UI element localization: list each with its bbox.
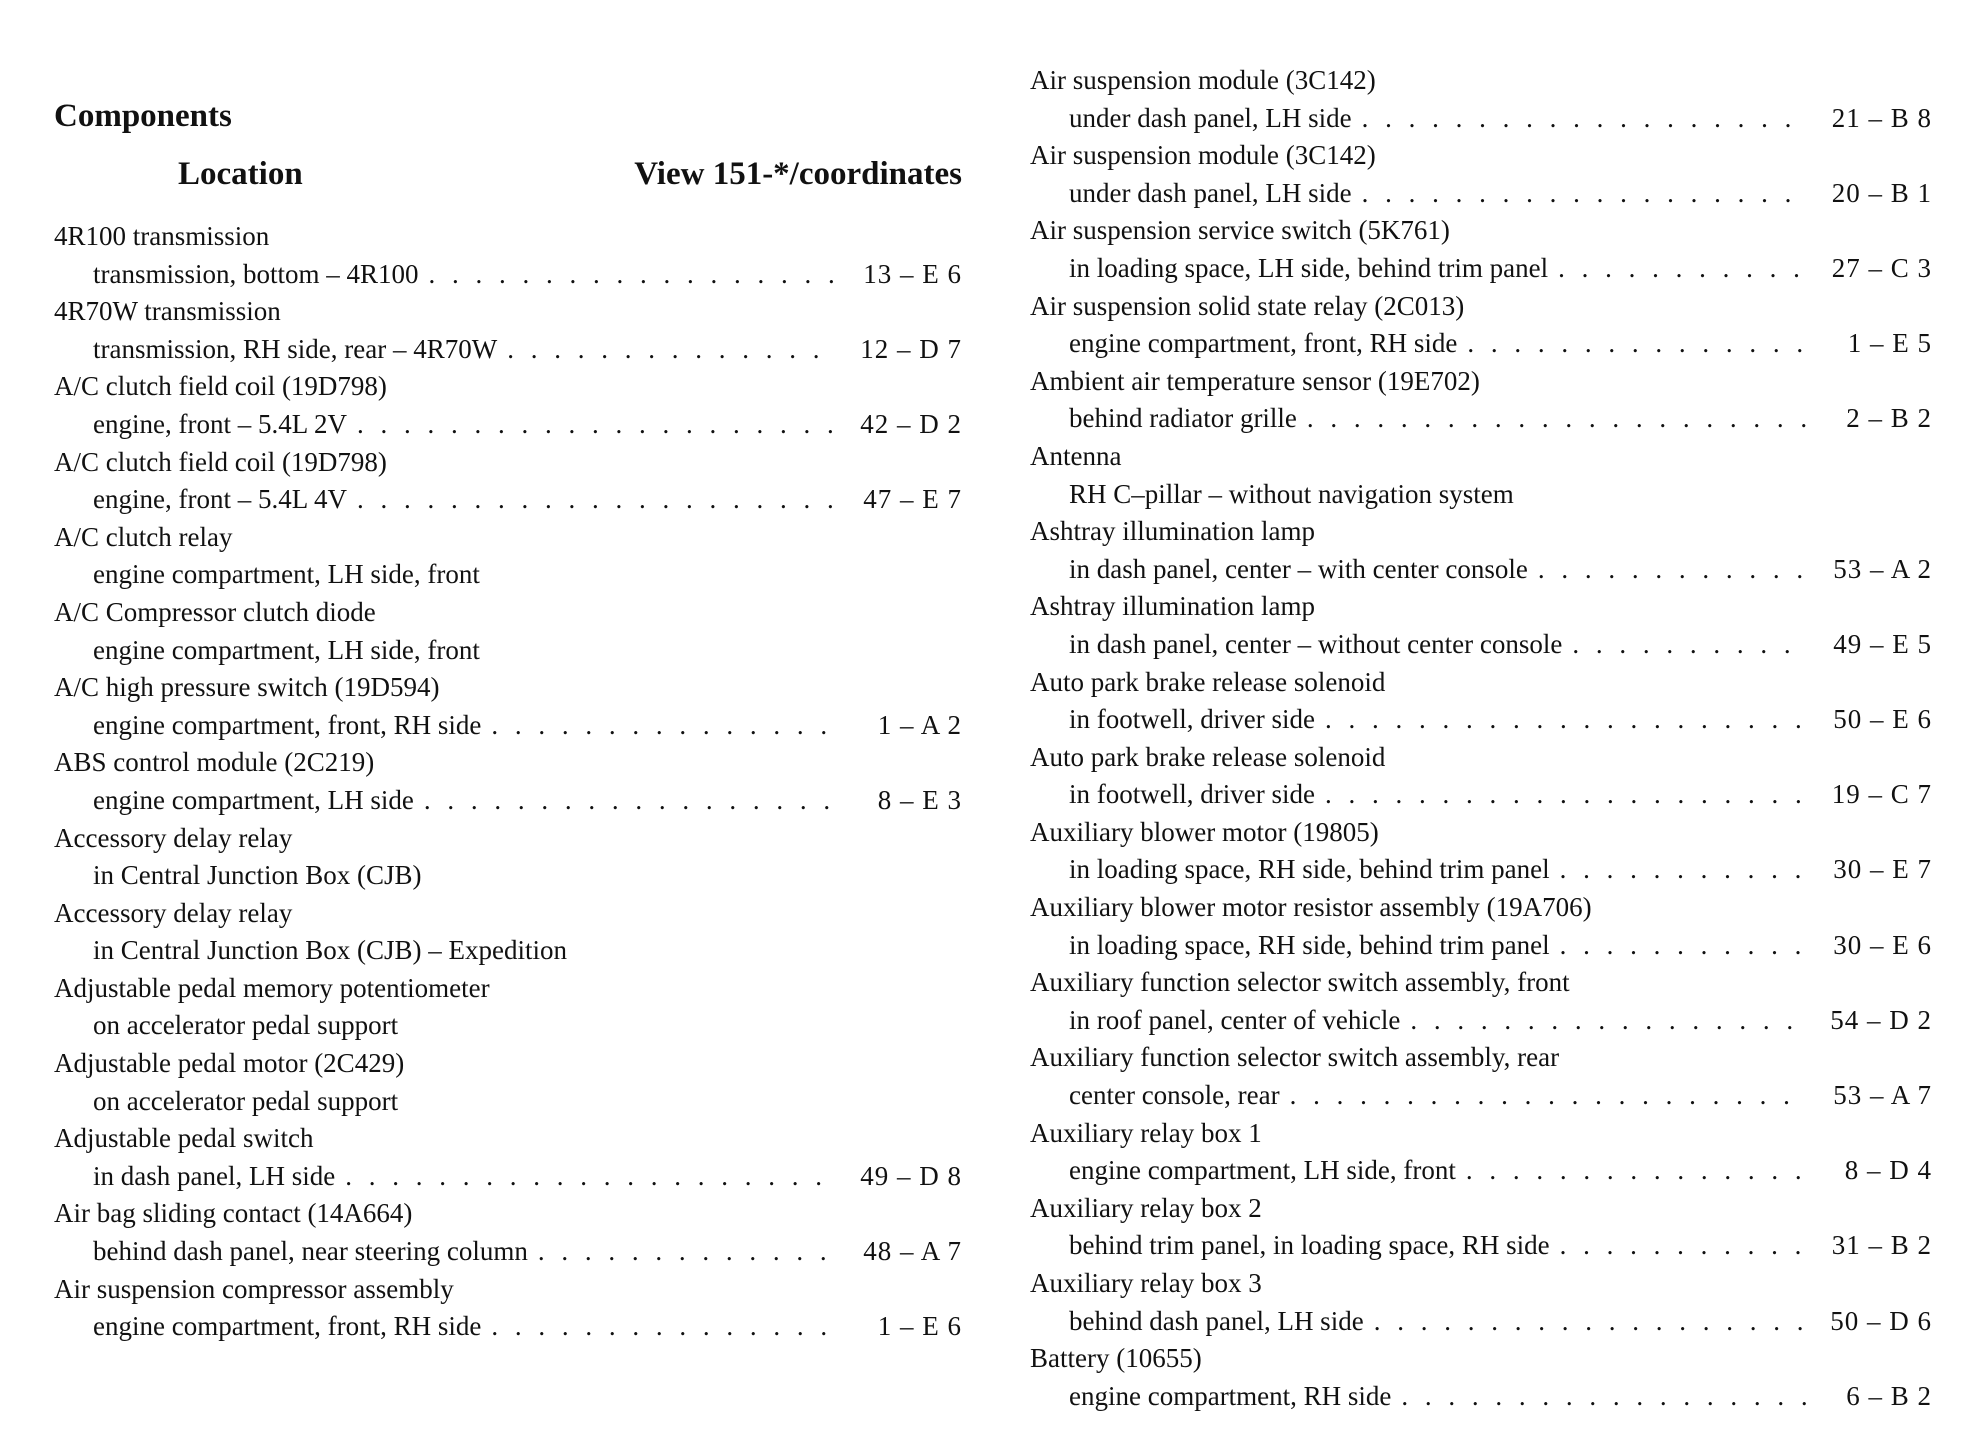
location-column-header: Location — [178, 156, 303, 192]
component-location: in dash panel, center – with center console — [1069, 553, 1528, 584]
component-name: Air suspension module (3C142) — [1030, 140, 1376, 171]
component-location: in loading space, RH side, behind trim panel — [1069, 929, 1550, 960]
component-location: on accelerator pedal support — [93, 1085, 399, 1116]
view-coordinate-ref: 12 – D 7 — [860, 333, 962, 364]
view-coordinate-ref: 30 – E 7 — [1833, 854, 1932, 885]
right-component-list — [1030, 62, 1932, 1415]
component-location-row — [1030, 776, 1932, 814]
component-location-row — [1030, 325, 1932, 363]
component-location-row — [1030, 100, 1932, 138]
component-location: in roof panel, center of vehicle — [1069, 1004, 1401, 1035]
component-location-row — [54, 256, 962, 294]
component-location-row — [54, 632, 962, 670]
component-location-row — [1030, 400, 1932, 438]
component-name: A/C Compressor clutch diode — [54, 596, 376, 627]
dot-leader — [1466, 1152, 1808, 1190]
component-location-row — [1030, 626, 1932, 664]
component-name: Adjustable pedal switch — [54, 1123, 314, 1154]
component-name: Auxiliary function selector switch assembly, front — [1030, 967, 1570, 998]
component-name: Auxiliary blower motor resistor assembly (19A706) — [1030, 892, 1592, 923]
component-location-row — [54, 1233, 962, 1271]
component-location: in dash panel, center – without center console — [1069, 628, 1563, 659]
component-name: Accessory delay relay — [54, 897, 293, 928]
component-location: engine compartment, front, RH side — [93, 709, 482, 740]
dot-leader — [538, 1233, 838, 1271]
component-location-row — [1030, 1378, 1932, 1416]
view-coordinate-ref: 13 – E 6 — [863, 258, 962, 289]
component-location-row — [54, 1308, 962, 1346]
component-name: 4R70W transmission — [54, 296, 281, 327]
component-location: in dash panel, LH side — [93, 1160, 336, 1191]
dot-leader — [1410, 1002, 1808, 1040]
column-headers — [54, 158, 962, 198]
dot-leader — [1362, 100, 1808, 138]
component-name: Ashtray illumination lamp — [1030, 591, 1315, 622]
component-name: Accessory delay relay — [54, 822, 293, 853]
component-location: in loading space, LH side, behind trim panel — [1069, 252, 1549, 283]
view-coordinate-ref: 30 – E 6 — [1833, 929, 1932, 960]
component-location: engine, front – 5.4L 4V — [93, 484, 347, 515]
component-name: Auxiliary relay box 2 — [1030, 1192, 1262, 1223]
dot-leader — [1560, 851, 1808, 889]
component-location-row — [54, 556, 962, 594]
dot-leader — [1467, 325, 1808, 363]
dot-leader — [1307, 400, 1808, 438]
component-location-row — [54, 1158, 962, 1196]
component-name: A/C clutch field coil (19D798) — [54, 446, 387, 477]
component-location: on accelerator pedal support — [93, 1010, 399, 1041]
dot-leader — [1558, 250, 1808, 288]
component-location-row — [54, 331, 962, 369]
component-location-row — [54, 782, 962, 820]
component-location: engine compartment, LH side, front — [93, 559, 480, 590]
component-location-row — [1030, 851, 1932, 889]
component-name: Auto park brake release solenoid — [1030, 666, 1386, 697]
dot-leader — [357, 406, 838, 444]
component-name: Air suspension module (3C142) — [1030, 65, 1376, 95]
component-name: Air suspension compressor assembly — [54, 1273, 454, 1304]
component-name: Adjustable pedal memory potentiometer — [54, 972, 490, 1003]
component-location: engine compartment, LH side, front — [93, 634, 480, 665]
component-location-row — [1030, 927, 1932, 965]
component-location-row — [1030, 1077, 1932, 1115]
component-location-row — [54, 707, 962, 745]
component-location: engine, front – 5.4L 2V — [93, 408, 347, 439]
component-location-row — [1030, 250, 1932, 288]
view-coordinate-ref: 1 – E 6 — [877, 1311, 962, 1342]
component-location-row — [54, 481, 962, 519]
dot-leader — [1560, 927, 1808, 965]
dot-leader — [345, 1158, 838, 1196]
view-coordinate-ref: 48 – A 7 — [863, 1236, 962, 1267]
component-location: in loading space, RH side, behind trim panel — [1069, 854, 1550, 885]
component-name: Auxiliary relay box 1 — [1030, 1117, 1262, 1148]
component-location-row — [1030, 476, 1932, 514]
view-coordinate-ref: 1 – A 2 — [877, 709, 962, 740]
component-location-row — [1030, 1227, 1932, 1265]
view-coordinate-ref: 20 – B 1 — [1831, 177, 1932, 208]
component-name: Auto park brake release solenoid — [1030, 741, 1386, 772]
component-location: under dash panel, LH side — [1069, 102, 1352, 133]
dot-leader — [1325, 776, 1808, 814]
component-location: behind radiator grille — [1069, 403, 1297, 434]
component-location: transmission, RH side, rear – 4R70W — [93, 333, 498, 364]
component-name: Auxiliary function selector switch assembly, rear — [1030, 1042, 1560, 1073]
view-coordinate-ref: 21 – B 8 — [1831, 102, 1932, 133]
component-name: A/C clutch relay — [54, 521, 233, 552]
component-location-row — [54, 1083, 962, 1121]
component-location: behind dash panel, near steering column — [93, 1236, 528, 1267]
dot-leader — [491, 1308, 838, 1346]
component-location: in footwell, driver side — [1069, 704, 1315, 735]
component-location-row — [1030, 175, 1932, 213]
component-name: ABS control module (2C219) — [54, 747, 375, 778]
component-location-row — [54, 857, 962, 895]
view-coordinate-ref: 1 – E 5 — [1847, 328, 1932, 359]
component-name: Air suspension solid state relay (2C013) — [1030, 290, 1465, 321]
component-location-row — [54, 932, 962, 970]
view-coordinate-ref: 8 – E 3 — [877, 784, 962, 815]
dot-leader — [1401, 1378, 1808, 1416]
dot-leader — [424, 782, 838, 820]
view-coordinate-ref: 6 – B 2 — [1846, 1380, 1932, 1411]
view-coordinate-ref: 8 – D 4 — [1844, 1155, 1932, 1186]
view-coordinate-ref: 50 – E 6 — [1833, 704, 1932, 735]
component-name: 4R100 transmission — [54, 221, 270, 251]
view-coordinate-ref: 42 – D 2 — [860, 408, 962, 439]
dot-leader — [1538, 551, 1808, 589]
component-name: Auxiliary relay box 3 — [1030, 1268, 1262, 1298]
component-location-row — [54, 406, 962, 444]
view-coordinate-ref: 47 – E 7 — [863, 484, 962, 515]
component-location: in Central Junction Box (CJB) — [93, 860, 422, 891]
component-name: A/C high pressure switch (19D594) — [54, 672, 440, 703]
component-location: center console, rear — [1069, 1080, 1280, 1111]
component-location: in Central Junction Box (CJB) – Expedition — [93, 935, 567, 966]
dot-leader — [1325, 701, 1808, 739]
dot-leader — [1362, 175, 1808, 213]
dot-leader — [1560, 1227, 1808, 1265]
component-location-row — [1030, 1152, 1932, 1190]
component-location-row — [1030, 701, 1932, 739]
view-coordinate-ref: 19 – C 7 — [1831, 779, 1932, 810]
dot-leader — [1374, 1303, 1808, 1341]
component-location: engine compartment, front, RH side — [93, 1311, 482, 1342]
component-location: engine compartment, LH side, front — [1069, 1155, 1456, 1186]
component-location-row — [1030, 1002, 1932, 1040]
component-name: Auxiliary blower motor (19805) — [1030, 816, 1379, 847]
component-location: transmission, bottom – 4R100 — [93, 258, 419, 289]
component-location: in footwell, driver side — [1069, 779, 1315, 810]
component-location: engine compartment, front, RH side — [1069, 328, 1458, 359]
view-coordinate-ref: 50 – D 6 — [1830, 1305, 1932, 1336]
view-coordinate-ref: 53 – A 2 — [1833, 553, 1932, 584]
component-location: behind trim panel, in loading space, RH side — [1069, 1230, 1550, 1261]
dot-leader — [429, 256, 838, 294]
dot-leader — [491, 707, 838, 745]
section-title: Components — [54, 98, 232, 134]
view-coordinate-ref: 31 – B 2 — [1831, 1230, 1932, 1261]
component-name: A/C clutch field coil (19D798) — [54, 371, 387, 402]
component-name: Adjustable pedal motor (2C429) — [54, 1048, 405, 1079]
dot-leader — [507, 331, 838, 369]
view-coordinate-ref: 49 – E 5 — [1833, 628, 1932, 659]
component-location: under dash panel, LH side — [1069, 177, 1352, 208]
view-coordinate-ref: 27 – C 3 — [1831, 252, 1932, 283]
component-location-row — [1030, 551, 1932, 589]
component-location: engine compartment, LH side — [93, 784, 414, 815]
view-coordinate-ref: 49 – D 8 — [860, 1160, 962, 1191]
left-component-list — [54, 218, 962, 1346]
component-name: Ashtray illumination lamp — [1030, 516, 1315, 547]
component-name: Air suspension service switch (5K761) — [1030, 215, 1450, 246]
component-location: RH C–pillar – without navigation system — [1069, 478, 1514, 509]
view-coordinates-column-header: View 151-*/coordinates — [634, 156, 962, 192]
component-location: engine compartment, RH side — [1069, 1380, 1392, 1411]
component-name: Antenna — [1030, 440, 1122, 471]
dot-leader — [1572, 626, 1808, 664]
dot-leader — [1290, 1077, 1808, 1115]
component-location-row — [54, 1007, 962, 1045]
component-name: Ambient air temperature sensor (19E702) — [1030, 365, 1480, 396]
component-name: Battery (10655) — [1030, 1343, 1202, 1374]
dot-leader — [357, 481, 838, 519]
view-coordinate-ref: 54 – D 2 — [1830, 1004, 1932, 1035]
view-coordinate-ref: 2 – B 2 — [1846, 403, 1932, 434]
view-coordinate-ref: 53 – A 7 — [1833, 1080, 1932, 1111]
component-location-row — [1030, 1303, 1932, 1341]
component-name: Air bag sliding contact (14A664) — [54, 1198, 413, 1229]
component-location: behind dash panel, LH side — [1069, 1305, 1364, 1336]
